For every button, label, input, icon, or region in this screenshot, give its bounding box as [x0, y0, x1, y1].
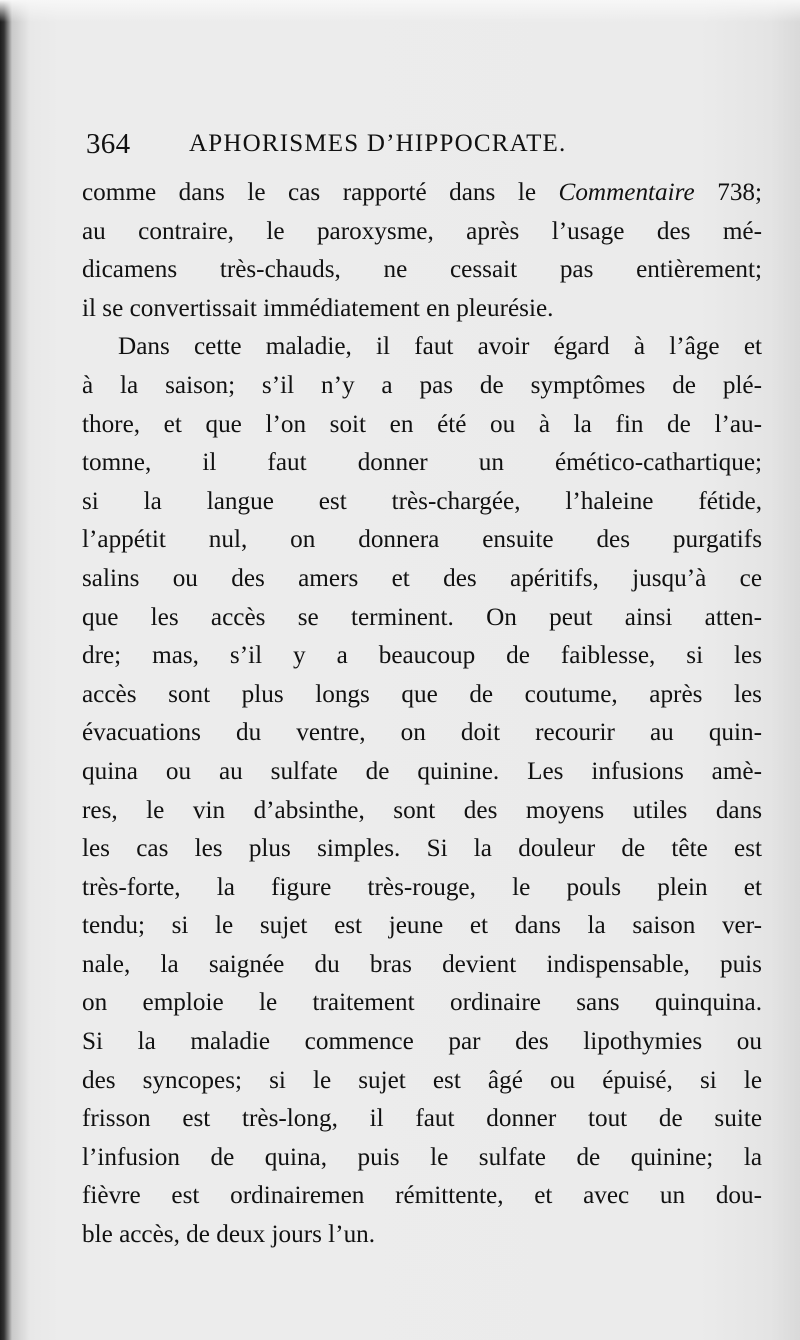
text-line — [82, 174, 762, 213]
text-line: dicamens très-chauds, ne cessait pas entièrement; — [82, 256, 762, 284]
page-header — [86, 128, 686, 168]
text-line: des syncopes; si le sujet est âgé ou épuisé, si le — [82, 1066, 762, 1094]
text-line: au contraire, le paroxysme, après l’usage des mé- — [82, 217, 762, 245]
body-text — [82, 174, 762, 1255]
text-line: quina ou au sulfate de quinine. Les infusions amè- — [82, 757, 762, 785]
text-line: frisson est très-long, il faut donner tout de suite — [82, 1105, 762, 1133]
text-line: thore, et que l’on soit en été ou à la fin de l’au- — [82, 410, 762, 438]
text-line: accès sont plus longs que de coutume, après les — [82, 680, 762, 708]
text-line: très-forte, la figure très-rouge, le pouls plein et — [82, 873, 762, 901]
text-line: on emploie le traitement ordinaire sans quinquina. — [82, 989, 762, 1017]
text-line: évacuations du ventre, on doit recourir au quin- — [82, 719, 762, 747]
text-line: salins ou des amers et des apéritifs, jusqu’à ce — [82, 564, 762, 592]
running-head: APHORISMES D’HIPPOCRATE. — [189, 130, 567, 157]
commentaire-reference: Commentaire — [558, 179, 695, 206]
text-line: tomne, il faut donner un émético-cathartique; — [82, 449, 762, 477]
text-run: comme dans le cas rapporté dans le — [82, 179, 559, 206]
text-line: Si la maladie commence par des lipothymies ou — [82, 1028, 762, 1056]
text-line: nale, la saignée du bras devient indispensable, puis — [82, 950, 762, 978]
text-line: tendu; si le sujet est jeune et dans la saison ver- — [82, 912, 762, 940]
text-run: 738; — [694, 179, 762, 206]
text-line: si la langue est très-chargée, l’haleine fétide, — [82, 487, 762, 515]
text-line: à la saison; s’il n’y a pas de symptômes de plé- — [82, 371, 762, 399]
text-line: fièvre est ordinairemen rémittente, et avec un dou- — [82, 1182, 762, 1210]
text-line: les cas les plus simples. Si la douleur de tête est — [82, 835, 762, 863]
page-number: 364 — [86, 128, 131, 160]
text-line: que les accès se terminent. On peut ainsi atten- — [82, 603, 762, 631]
text-line: il se convertissait immédiatement en pleurésie. — [82, 294, 554, 322]
text-line: res, le vin d’absinthe, sont des moyens utiles dans — [82, 796, 762, 824]
text-line: dre; mas, s’il y a beaucoup de faiblesse, si les — [82, 642, 762, 670]
text-line: l’infusion de quina, puis le sulfate de quinine; la — [82, 1143, 762, 1171]
text-line: Dans cette maladie, il faut avoir égard à l’âge et — [118, 333, 762, 361]
text-line: l’appétit nul, on donnera ensuite des purgatifs — [82, 526, 762, 554]
text-line: ble accès, de deux jours l’un. — [82, 1221, 376, 1249]
